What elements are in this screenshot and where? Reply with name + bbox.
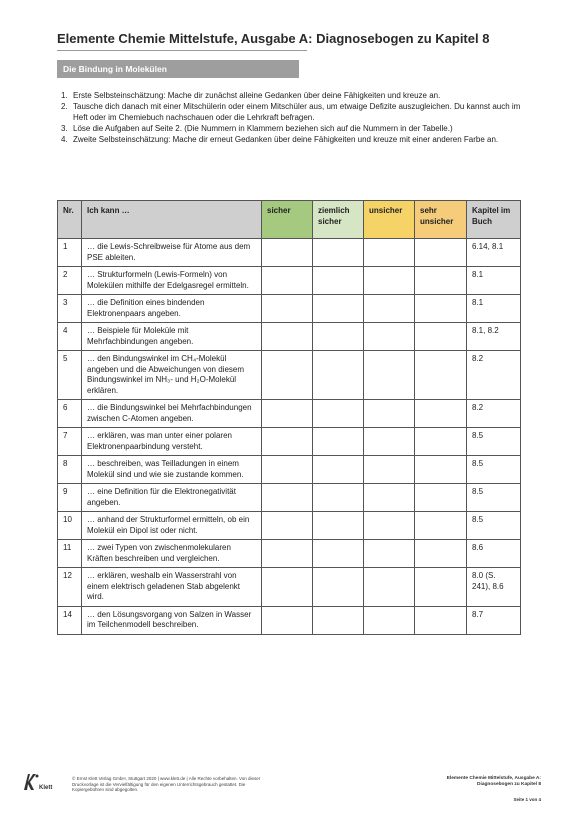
footer-document-info <box>401 776 541 788</box>
checkbox-sehr-unsicher[interactable] <box>415 540 467 568</box>
checkbox-sicher[interactable] <box>262 323 313 351</box>
row-number: 7 <box>58 428 82 456</box>
row-skill: … Strukturformeln (Lewis-Formeln) von Molekülen mithilfe der Edelgasregel ermitteln. <box>82 267 262 295</box>
page-number: Seite 1 von 4 <box>513 797 541 802</box>
checkbox-sicher[interactable] <box>262 267 313 295</box>
table-row <box>58 239 521 267</box>
checkbox-sehr-unsicher[interactable] <box>415 512 467 540</box>
header-unsicher: unsicher <box>364 201 415 239</box>
row-kapitel: 8.7 <box>467 606 521 634</box>
footer-book-title: Elemente Chemie Mittelstufe, Ausgabe A: <box>446 776 541 781</box>
instruction-item: 1. Erste Selbsteinschätzung: Mache dir zunächst alleine Gedanken über deine Fähigkeiten und kreuze an. <box>61 91 441 100</box>
checkbox-ziemlich-sicher[interactable] <box>313 323 364 351</box>
row-number: 11 <box>58 540 82 568</box>
checkbox-sicher[interactable] <box>262 484 313 512</box>
row-kapitel: 8.5 <box>467 456 521 484</box>
table-row <box>58 484 521 512</box>
table-row <box>58 568 521 607</box>
row-number: 9 <box>58 484 82 512</box>
row-skill: … beschreiben, was Teilladungen in einem Molekül sind und wie sie zustande kommen. <box>82 456 262 484</box>
table-row <box>58 295 521 323</box>
checkbox-sehr-unsicher[interactable] <box>415 428 467 456</box>
row-kapitel: 8.0 (S. 241), 8.6 <box>467 568 521 607</box>
checkbox-sehr-unsicher[interactable] <box>415 295 467 323</box>
klett-logo-text: Klett <box>39 785 53 791</box>
table-body <box>58 239 521 635</box>
instruction-item: 2. Tausche dich danach mit einer Mitschülerin oder einem Mitschüler aus, um etwaige Defizite auszugleichen. Du kannst auch im Heft oder im Chemiebuch nachschauen oder die Lehrkraft befragen. <box>61 102 521 122</box>
checkbox-ziemlich-sicher[interactable] <box>313 239 364 267</box>
row-skill: … eine Definition für die Elektronegativität angeben. <box>82 484 262 512</box>
row-number: 14 <box>58 606 82 634</box>
checkbox-ziemlich-sicher[interactable] <box>313 484 364 512</box>
row-number: 2 <box>58 267 82 295</box>
checkbox-ziemlich-sicher[interactable] <box>313 267 364 295</box>
checkbox-ziemlich-sicher[interactable] <box>313 400 364 428</box>
row-kapitel: 8.5 <box>467 512 521 540</box>
title-divider <box>57 50 307 51</box>
checkbox-sicher[interactable] <box>262 295 313 323</box>
checkbox-sehr-unsicher[interactable] <box>415 351 467 400</box>
table-row <box>58 428 521 456</box>
checkbox-unsicher[interactable] <box>364 323 415 351</box>
row-number: 12 <box>58 568 82 607</box>
checkbox-sehr-unsicher[interactable] <box>415 606 467 634</box>
row-number: 4 <box>58 323 82 351</box>
row-number: 3 <box>58 295 82 323</box>
checkbox-unsicher[interactable] <box>364 428 415 456</box>
table-row <box>58 400 521 428</box>
row-skill: … die Lewis-Schreibweise für Atome aus dem PSE ableiten. <box>82 239 262 267</box>
row-skill: … erklären, weshalb ein Wasserstrahl von einem elektrisch geladenen Stab abgelenkt wird. <box>82 568 262 607</box>
row-kapitel: 8.2 <box>467 400 521 428</box>
header-sehr-unsicher: sehr unsicher <box>415 201 467 239</box>
checkbox-sicher[interactable] <box>262 512 313 540</box>
row-skill: … erklären, was man unter einer polaren Elektronenpaarbindung versteht. <box>82 428 262 456</box>
checkbox-ziemlich-sicher[interactable] <box>313 606 364 634</box>
row-number: 10 <box>58 512 82 540</box>
row-skill: … den Lösungsvorgang von Salzen in Wasser im Teilchenmodell beschreiben. <box>82 606 262 634</box>
header-ich-kann: Ich kann … <box>82 201 262 239</box>
checkbox-unsicher[interactable] <box>364 606 415 634</box>
checkbox-sicher[interactable] <box>262 400 313 428</box>
checkbox-sicher[interactable] <box>262 351 313 400</box>
header-ziemlich-sicher: ziemlich sicher <box>313 201 364 239</box>
table-row <box>58 540 521 568</box>
row-skill: … die Bindungswinkel bei Mehrfachbindungen zwischen C-Atomen angeben. <box>82 400 262 428</box>
row-kapitel: 8.1 <box>467 295 521 323</box>
table-row <box>58 267 521 295</box>
row-kapitel: 8.1, 8.2 <box>467 323 521 351</box>
row-kapitel: 8.2 <box>467 351 521 400</box>
table-row <box>58 512 521 540</box>
checkbox-sehr-unsicher[interactable] <box>415 239 467 267</box>
row-kapitel: 6.14, 8.1 <box>467 239 521 267</box>
page-title: Elemente Chemie Mittelstufe, Ausgabe A: Diagnosebogen zu Kapitel 8 <box>57 31 490 46</box>
instruction-item: 4. Zweite Selbsteinschätzung: Mache dir erneut Gedanken über deine Fähigkeiten und kreuze mit einer anderen Farbe an. <box>61 135 499 144</box>
checkbox-sehr-unsicher[interactable] <box>415 568 467 607</box>
checkbox-sehr-unsicher[interactable] <box>415 400 467 428</box>
checkbox-ziemlich-sicher[interactable] <box>313 540 364 568</box>
checkbox-sicher[interactable] <box>262 540 313 568</box>
footer-doc-title: Diagnosebogen zu Kapitel 8 <box>477 782 541 787</box>
table-row <box>58 323 521 351</box>
row-skill: … den Bindungswinkel im CH₄-Molekül angeben und die Abweichungen von diesem Bindungswinkel im NH₃- und H₂O-Molekül erklären. <box>82 351 262 400</box>
header-nr: Nr. <box>58 201 82 239</box>
checkbox-sehr-unsicher[interactable] <box>415 267 467 295</box>
checkbox-ziemlich-sicher[interactable] <box>313 568 364 607</box>
row-number: 1 <box>58 239 82 267</box>
instructions-list <box>57 90 527 145</box>
row-number: 5 <box>58 351 82 400</box>
checkbox-sehr-unsicher[interactable] <box>415 323 467 351</box>
row-skill: … die Definition eines bindenden Elektronenpaars angeben. <box>82 295 262 323</box>
diagnosis-table <box>57 200 521 635</box>
checkbox-ziemlich-sicher[interactable] <box>313 351 364 400</box>
checkbox-unsicher[interactable] <box>364 267 415 295</box>
header-kapitel: Kapitel im Buch <box>467 201 521 239</box>
table-row <box>58 606 521 634</box>
row-number: 6 <box>58 400 82 428</box>
row-skill: … zwei Typen von zwischenmolekularen Kräften beschreiben und vergleichen. <box>82 540 262 568</box>
checkbox-sicher[interactable] <box>262 239 313 267</box>
header-sicher: sicher <box>262 201 313 239</box>
row-kapitel: 8.1 <box>467 267 521 295</box>
row-kapitel: 8.5 <box>467 484 521 512</box>
checkbox-ziemlich-sicher[interactable] <box>313 428 364 456</box>
checkbox-unsicher[interactable] <box>364 351 415 400</box>
checkbox-unsicher[interactable] <box>364 484 415 512</box>
row-kapitel: 8.6 <box>467 540 521 568</box>
checkbox-sehr-unsicher[interactable] <box>415 456 467 484</box>
row-skill: … Beispiele für Moleküle mit Mehrfachbindungen angeben. <box>82 323 262 351</box>
checkbox-unsicher[interactable] <box>364 512 415 540</box>
checkbox-unsicher[interactable] <box>364 400 415 428</box>
checkbox-sicher[interactable] <box>262 428 313 456</box>
row-skill: … anhand der Strukturformel ermitteln, ob ein Molekül ein Dipol ist oder nicht. <box>82 512 262 540</box>
checkbox-unsicher[interactable] <box>364 239 415 267</box>
checkbox-sicher[interactable] <box>262 456 313 484</box>
checkbox-sicher[interactable] <box>262 568 313 607</box>
checkbox-unsicher[interactable] <box>364 540 415 568</box>
table-row <box>58 351 521 400</box>
row-number: 8 <box>58 456 82 484</box>
table-header-row <box>58 201 521 239</box>
klett-logo <box>22 770 60 792</box>
footer-copyright: © Ernst Klett Verlag GmbH, Stuttgart 2020 | www.klett.de | Alle Rechte vorbehalten. Von dieser Druckvorlage ist die Vervielfältigung für den eigenen Unterrichtsgebrauch gestattet. Die Kopiergebühren sind abgegolten. <box>72 776 261 793</box>
section-heading: Die Bindung in Molekülen <box>57 60 299 78</box>
checkbox-unsicher[interactable] <box>364 456 415 484</box>
checkbox-sicher[interactable] <box>262 606 313 634</box>
checkbox-sehr-unsicher[interactable] <box>415 484 467 512</box>
checkbox-ziemlich-sicher[interactable] <box>313 512 364 540</box>
checkbox-ziemlich-sicher[interactable] <box>313 295 364 323</box>
instruction-item: 3. Löse die Aufgaben auf Seite 2. (Die Nummern in Klammern beziehen sich auf die Nummern in der Tabelle.) <box>61 124 453 133</box>
checkbox-unsicher[interactable] <box>364 295 415 323</box>
checkbox-ziemlich-sicher[interactable] <box>313 456 364 484</box>
checkbox-unsicher[interactable] <box>364 568 415 607</box>
table-row <box>58 456 521 484</box>
row-kapitel: 8.5 <box>467 428 521 456</box>
